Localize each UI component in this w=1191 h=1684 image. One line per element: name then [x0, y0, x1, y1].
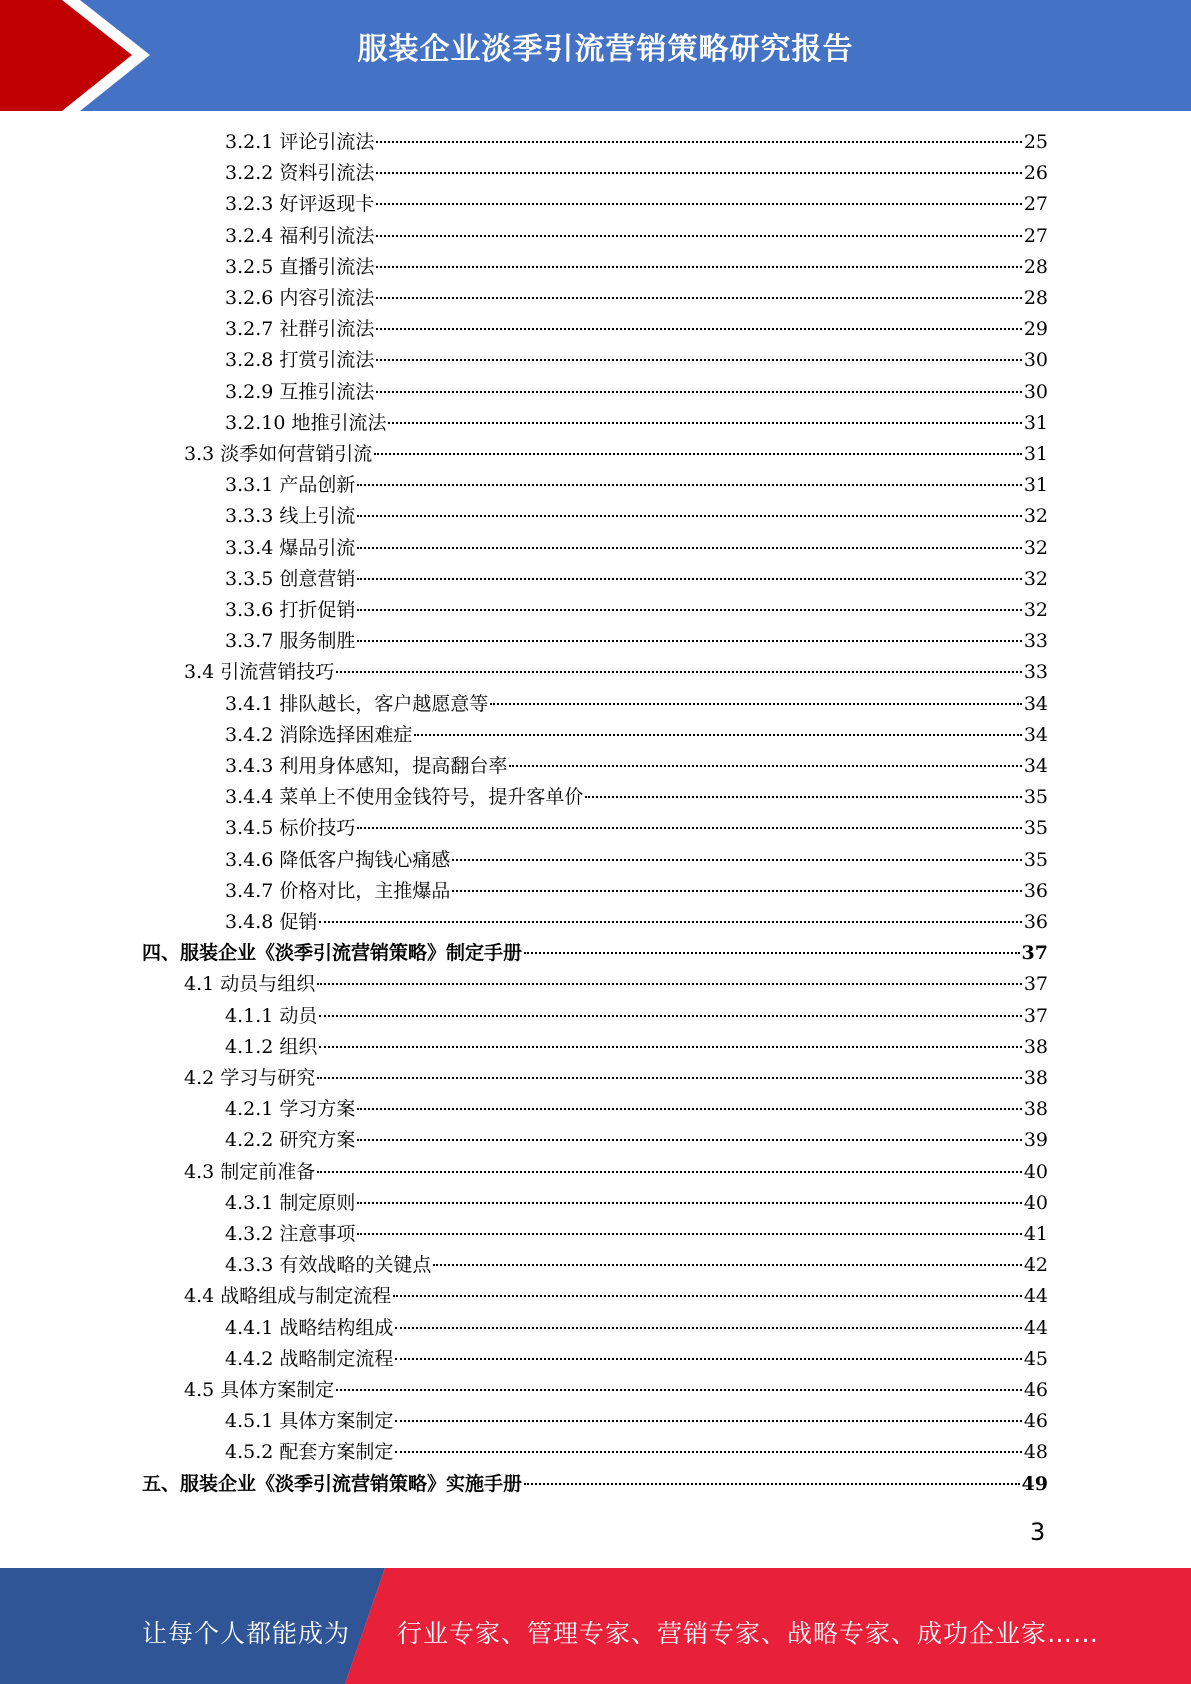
- toc-entry-page: 38: [1023, 1098, 1048, 1120]
- toc-entry-page: 38: [1023, 1036, 1048, 1058]
- toc-entry[interactable]: [184, 1063, 1048, 1091]
- header-title: 服装企业淡季引流营销策略研究报告: [357, 32, 854, 67]
- toc-entry-page: 40: [1023, 1192, 1048, 1214]
- toc-entry[interactable]: [225, 1313, 1048, 1341]
- toc-entry[interactable]: [225, 1125, 1048, 1153]
- toc-entry[interactable]: [225, 845, 1048, 873]
- toc-entry-title: 3.4.7 价格对比，主推爆品: [225, 880, 451, 902]
- toc-entry-page: 36: [1023, 880, 1048, 902]
- toc-dot-leader: [376, 221, 1021, 237]
- toc-entry-page: 30: [1023, 381, 1048, 403]
- toc-entry[interactable]: [142, 1469, 1048, 1497]
- toc-entry-title: 3.3.5 创意营销: [225, 568, 356, 590]
- toc-entry-title: 3.2.7 社群引流法: [225, 318, 375, 340]
- toc-dot-leader: [357, 626, 1021, 642]
- toc-entry[interactable]: [225, 720, 1048, 748]
- toc-entry-title: 4.5 具体方案制定: [184, 1379, 335, 1401]
- toc-entry-page: 37: [1021, 942, 1048, 964]
- toc-dot-leader: [585, 782, 1021, 798]
- toc-dot-leader: [357, 813, 1021, 829]
- toc-entry[interactable]: [225, 377, 1048, 405]
- toc-entry[interactable]: [225, 408, 1048, 436]
- toc-dot-leader: [357, 1094, 1021, 1110]
- toc-entry-page: 27: [1023, 225, 1048, 247]
- toc-entry[interactable]: [225, 221, 1048, 249]
- toc-entry-page: 31: [1023, 474, 1048, 496]
- toc-entry-title: 3.3.4 爆品引流: [225, 537, 356, 559]
- toc-entry[interactable]: [184, 657, 1048, 685]
- toc-entry[interactable]: [184, 1375, 1048, 1403]
- toc-entry-page: 46: [1023, 1410, 1048, 1432]
- toc-dot-leader: [374, 439, 1022, 455]
- toc-entry-title: 3.3.1 产品创新: [225, 474, 356, 496]
- toc-entry[interactable]: [225, 564, 1048, 592]
- toc-entry[interactable]: [184, 1281, 1048, 1309]
- toc-dot-leader: [357, 564, 1021, 580]
- toc-entry[interactable]: [184, 439, 1048, 467]
- toc-dot-leader: [395, 1313, 1021, 1329]
- toc-entry[interactable]: [225, 1188, 1048, 1216]
- toc-entry-page: 32: [1023, 537, 1048, 559]
- toc-dot-leader: [357, 1188, 1021, 1204]
- toc-entry[interactable]: [225, 689, 1048, 717]
- toc-entry[interactable]: [184, 1157, 1048, 1185]
- toc-entry-page: 28: [1023, 256, 1048, 278]
- toc-entry-page: 33: [1023, 630, 1048, 652]
- toc-entry[interactable]: [225, 189, 1048, 217]
- toc-entry-page: 34: [1023, 755, 1048, 777]
- toc-entry-title: 4.1.2 组织: [225, 1036, 318, 1058]
- toc-entry-title: 五、服装企业《淡季引流营销策略》实施手册: [142, 1473, 523, 1495]
- toc-entry-page: 37: [1023, 973, 1048, 995]
- toc-entry-title: 4.4.2 战略制定流程: [225, 1348, 394, 1370]
- toc-entry-title: 3.3.6 打折促销: [225, 599, 356, 621]
- toc-entry[interactable]: [225, 283, 1048, 311]
- toc-entry[interactable]: [225, 158, 1048, 186]
- toc-entry[interactable]: [225, 1001, 1048, 1029]
- toc-entry-page: 32: [1023, 505, 1048, 527]
- toc-dot-leader: [376, 127, 1021, 143]
- toc-entry-title: 3.2.3 好评返现卡: [225, 193, 375, 215]
- toc-entry-page: 30: [1023, 349, 1048, 371]
- toc-entry[interactable]: [225, 813, 1048, 841]
- toc-entry-page: 26: [1023, 162, 1048, 184]
- toc-entry-title: 4.3 制定前准备: [184, 1161, 316, 1183]
- toc-dot-leader: [357, 595, 1021, 611]
- toc-entry[interactable]: [225, 1250, 1048, 1278]
- toc-entry-title: 3.4.8 促销: [225, 911, 318, 933]
- toc-dot-leader: [319, 1001, 1021, 1017]
- toc-dot-leader: [357, 470, 1021, 486]
- toc-dot-leader: [357, 1125, 1021, 1141]
- toc-entry-title: 4.2 学习与研究: [184, 1067, 316, 1089]
- toc-entry-title: 3.2.1 评论引流法: [225, 131, 375, 153]
- toc-entry-title: 3.2.8 打赏引流法: [225, 349, 375, 371]
- toc-entry-title: 4.2.2 研究方案: [225, 1129, 356, 1151]
- toc-dot-leader: [393, 1281, 1022, 1297]
- footer-slogan-left: 让每个人都能成为: [142, 1619, 351, 1648]
- toc-entry-page: 42: [1023, 1254, 1048, 1276]
- toc-entry-title: 四、服装企业《淡季引流营销策略》制定手册: [142, 942, 523, 964]
- toc-entry-page: 29: [1023, 318, 1048, 340]
- toc-entry[interactable]: [225, 501, 1048, 529]
- toc-entry[interactable]: [184, 969, 1048, 997]
- toc-entry-title: 3.4.3 利用身体感知，提高翻台率: [225, 755, 508, 777]
- toc-dot-leader: [452, 845, 1021, 861]
- toc-entry-page: 31: [1023, 443, 1048, 465]
- toc-entry-page: 33: [1023, 661, 1048, 683]
- page-header: [0, 0, 1191, 111]
- toc-dot-leader: [319, 907, 1021, 923]
- toc-dot-leader: [376, 314, 1021, 330]
- toc-dot-leader: [376, 189, 1021, 205]
- toc-entry[interactable]: [225, 252, 1048, 280]
- toc-entry[interactable]: [225, 127, 1048, 155]
- toc-dot-leader: [376, 283, 1021, 299]
- toc-entry-page: 27: [1023, 193, 1048, 215]
- toc-entry-page: 32: [1023, 568, 1048, 590]
- toc-dot-leader: [319, 1032, 1021, 1048]
- toc-dot-leader: [490, 689, 1021, 705]
- toc-entry-page: 40: [1023, 1161, 1048, 1183]
- toc-dot-leader: [509, 751, 1021, 767]
- toc-entry-page: 32: [1023, 599, 1048, 621]
- toc-entry[interactable]: [225, 907, 1048, 935]
- toc-dot-leader: [376, 377, 1021, 393]
- toc-entry-title: 3.2.5 直播引流法: [225, 256, 375, 278]
- toc-entry-page: 34: [1023, 724, 1048, 746]
- toc-dot-leader: [388, 408, 1021, 424]
- toc-entry-title: 3.2.9 互推引流法: [225, 381, 375, 403]
- page-number: 3: [1030, 1518, 1046, 1546]
- toc-dot-leader: [317, 1063, 1022, 1079]
- toc-entry-page: 34: [1023, 693, 1048, 715]
- toc-entry-page: 25: [1023, 131, 1048, 153]
- toc-entry-title: 4.5.2 配套方案制定: [225, 1441, 394, 1463]
- toc-dot-leader: [524, 938, 1020, 954]
- toc-entry[interactable]: [225, 1406, 1048, 1434]
- toc-entry[interactable]: [225, 782, 1048, 810]
- toc-entry-title: 4.4 战略组成与制定流程: [184, 1285, 392, 1307]
- toc-entry-title: 4.4.1 战略结构组成: [225, 1317, 394, 1339]
- toc-entry-page: 35: [1023, 849, 1048, 871]
- toc-dot-leader: [452, 876, 1021, 892]
- toc-entry-title: 3.4.5 标价技巧: [225, 817, 356, 839]
- toc-entry-title: 3.4.1 排队越长，客户越愿意等: [225, 693, 489, 715]
- toc-entry-page: 46: [1023, 1379, 1048, 1401]
- toc-entry-title: 4.3.2 注意事项: [225, 1223, 356, 1245]
- toc-entry[interactable]: [225, 626, 1048, 654]
- toc-dot-leader: [395, 1406, 1021, 1422]
- toc-dot-leader: [524, 1469, 1020, 1485]
- toc-entry-title: 3.3.7 服务制胜: [225, 630, 356, 652]
- toc-entry-title: 3.4.6 降低客户掏钱心痛感: [225, 849, 451, 871]
- toc-entry[interactable]: [225, 1344, 1048, 1372]
- toc-entry-title: 3.4 引流营销技巧: [184, 661, 335, 683]
- toc-entry-page: 37: [1023, 1005, 1048, 1027]
- footer-slogan-right: 行业专家、管理专家、营销专家、战略专家、成功企业家……: [397, 1619, 1100, 1648]
- toc-dot-leader: [357, 501, 1021, 517]
- toc-entry-title: 4.1.1 动员: [225, 1005, 318, 1027]
- toc-entry-page: 44: [1023, 1285, 1048, 1307]
- toc-dot-leader: [414, 720, 1021, 736]
- toc-entry-title: 4.3.3 有效战略的关键点: [225, 1254, 432, 1276]
- toc-dot-leader: [433, 1250, 1021, 1266]
- toc-entry-title: 3.2.4 福利引流法: [225, 225, 375, 247]
- toc-entry[interactable]: [225, 751, 1048, 779]
- toc-entry[interactable]: [225, 314, 1048, 342]
- toc-entry[interactable]: [225, 1219, 1048, 1247]
- toc-entry-page: 38: [1023, 1067, 1048, 1089]
- toc-entry-title: 3.3 淡季如何营销引流: [184, 443, 373, 465]
- toc-entry-title: 3.3.3 线上引流: [225, 505, 356, 527]
- toc-entry-page: 35: [1023, 786, 1048, 808]
- toc-entry-title: 3.2.6 内容引流法: [225, 287, 375, 309]
- toc-entry-title: 4.3.1 制定原则: [225, 1192, 356, 1214]
- toc-dot-leader: [336, 1375, 1022, 1391]
- toc-entry-page: 39: [1023, 1129, 1048, 1151]
- toc-entry-page: 31: [1023, 412, 1048, 434]
- toc-entry[interactable]: [225, 533, 1048, 561]
- toc-entry-title: 4.2.1 学习方案: [225, 1098, 356, 1120]
- toc-dot-leader: [357, 533, 1021, 549]
- toc-entry-title: 4.5.1 具体方案制定: [225, 1410, 394, 1432]
- toc-entry-page: 49: [1021, 1473, 1048, 1495]
- toc-entry-title: 3.2.10 地推引流法: [225, 412, 387, 434]
- toc-entry-page: 41: [1023, 1223, 1048, 1245]
- toc-entry-page: 44: [1023, 1317, 1048, 1339]
- toc-entry-page: 36: [1023, 911, 1048, 933]
- toc-entry-page: 48: [1023, 1441, 1048, 1463]
- toc-entry[interactable]: [225, 470, 1048, 498]
- toc-entry-title: 3.4.4 菜单上不使用金钱符号，提升客单价: [225, 786, 584, 808]
- toc-entry-page: 28: [1023, 287, 1048, 309]
- toc-entry[interactable]: [225, 1437, 1048, 1465]
- toc-dot-leader: [376, 158, 1021, 174]
- toc-dot-leader: [357, 1219, 1021, 1235]
- toc-entry[interactable]: [225, 1094, 1048, 1122]
- toc-entry[interactable]: [225, 1032, 1048, 1060]
- toc-dot-leader: [395, 1437, 1021, 1453]
- toc-entry-page: 35: [1023, 817, 1048, 839]
- toc-dot-leader: [317, 1157, 1022, 1173]
- toc-dot-leader: [336, 657, 1022, 673]
- toc-entry-title: 4.1 动员与组织: [184, 973, 316, 995]
- toc-entry-page: 45: [1023, 1348, 1048, 1370]
- toc-entry-title: 3.4.2 消除选择困难症: [225, 724, 413, 746]
- toc-dot-leader: [376, 252, 1021, 268]
- toc-dot-leader: [395, 1344, 1021, 1360]
- toc-entry[interactable]: [142, 938, 1048, 966]
- toc-dot-leader: [317, 969, 1022, 985]
- toc-entry-title: 3.2.2 资料引流法: [225, 162, 375, 184]
- toc-dot-leader: [376, 345, 1021, 361]
- toc-entry[interactable]: [225, 595, 1048, 623]
- toc-entry[interactable]: [225, 876, 1048, 904]
- toc-entry[interactable]: [225, 345, 1048, 373]
